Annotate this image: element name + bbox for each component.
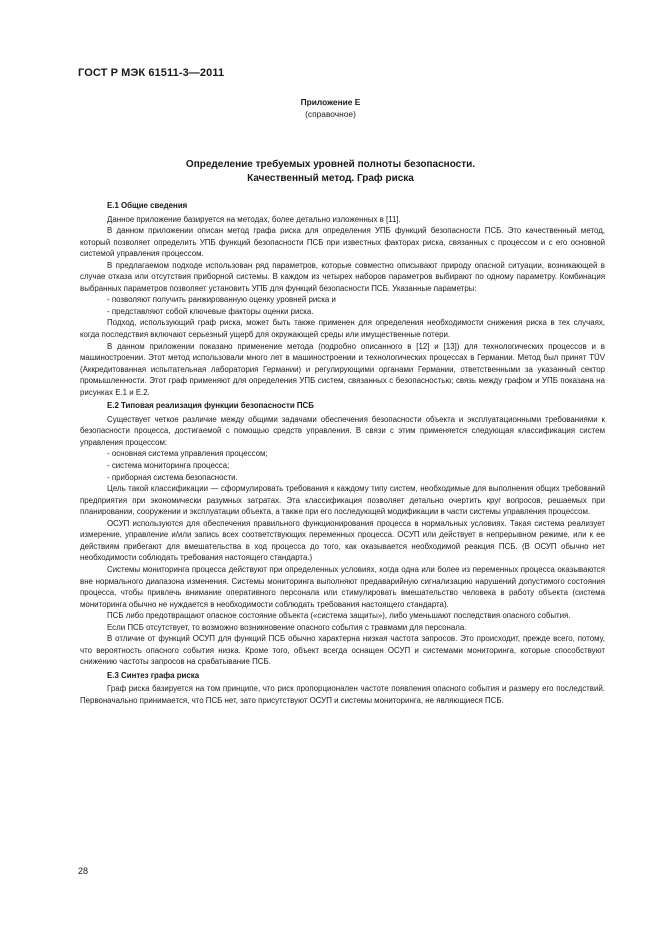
section-heading-e2: Е.2 Типовая реализация функции безопасности ПСБ bbox=[107, 401, 314, 411]
standard-header: ГОСТ Р МЭК 61511-3—2011 bbox=[78, 67, 225, 79]
list-item: - представляют собой ключевые факторы оценки риска. bbox=[107, 306, 314, 316]
paragraph: ПСБ либо предотвращают опасное состояние объекта («система защиты»), либо уменьшают последствия опасного события. bbox=[107, 611, 571, 621]
annex-label-block bbox=[0, 96, 661, 120]
paragraph: В предлагаемом подходе использован ряд параметров, которые совместно описывают природу опасной ситуации, возникающей в случае отказа или отсутствия приборной системы. В каждом из четырех наборов параметров выбирают по одному параметру. Комбинация выбранных параметров позволяет установить УПБ для функций безопасности ПСБ. Указанные параметры: bbox=[80, 260, 605, 293]
paragraph: Данное приложение базируется на методах, более детально изложенных в [11]. bbox=[107, 214, 401, 224]
paragraph: Граф риска базируется на том принципе, что риск пропорционален частоте появления опасного события и размеру его последствий. Первоначально принимается, что ПСБ нет, зато присутствуют ОСУП и системы мониторинга, не являющиеся ПСБ. bbox=[80, 684, 605, 705]
document-body bbox=[80, 198, 605, 707]
section-heading-e3: Е.3 Синтез графа риска bbox=[107, 670, 200, 680]
paragraph: ОСУП используются для обеспечения правильного функционирования процесса в нормальных условиях. Такая система реализует измерение, управление и/или запись всех соответствующих переменных процесса. ОСУП или действует в непрерывном режиме, или к ее действиям прибегают для вмешательства в ход процесса до того, как оказывается необходимой реакция ПСБ. (В ОСУП обычно нет необходимости соблюдать требования настоящего стандарта.) bbox=[80, 518, 605, 563]
paragraph: Если ПСБ отсутствует, то возможно возникновение опасного события с травмами для персонала. bbox=[107, 622, 467, 632]
paragraph: В данном приложении показано применение метода (подробно описанного в [12] и [13]) для технологических процессов и в машиностроении. Этот метод использовали много лет в машиностроении и технологических процессах в Германии. Метод был принят TÜV (Аккредитованная испытательная лаборатория Германии) и регулирующими органами Германии, ответственными за указанный сектор промышленности. Этот граф применяют для определения УПБ систем, связанных с безопасностью; связь между графом и УПБ показана на рисунках Е.1 и Е.2. bbox=[80, 341, 605, 397]
list-item: - позволяют получить ранжированную оценку уровней риска и bbox=[107, 295, 336, 305]
list-item: - система мониторинга процесса; bbox=[107, 461, 230, 471]
list-item: - основная система управления процессом; bbox=[107, 449, 268, 459]
paragraph: Системы мониторинга процесса действуют при определенных условиях, когда одна или более из переменных процесса оказываются вне нормального диапазона изменения. Системы мониторинга выполняют предаварийную сигнализацию нарушений допустимого состояния процесса, чтобы привлечь внимание оперативного персонала или стимулировать вмешательство человека в работу объекта (система мониторинга обычно не нуждается в необходимости соблюдать требования настоящего стандарта). bbox=[80, 564, 605, 609]
paragraph: Цель такой классификации — сформулировать требования к каждому типу систем, необходимые для выполнения общих требований предприятия при экономически разумных затратах. Эта классификация позволяет детально очертить круг вопросов, решаемых при планировании, сооружении и эксплуатации объекта, а также при его последующей модификации в части системы управления процессом. bbox=[80, 484, 605, 517]
annex-type: (справочное) bbox=[305, 109, 356, 119]
annex-title bbox=[0, 158, 661, 186]
paragraph: В отличие от функций ОСУП для функций ПСБ обычно характерна низкая частота запросов. Это происходит, прежде всего, потому, что вероятность опасного события низка. Кроме того, объект всегда оснащен ОСУП и системами мониторинга, которые способствуют снижению частоты запросов на срабатывание ПСБ. bbox=[80, 634, 605, 667]
section-heading-e1: Е.1 Общие сведения bbox=[107, 201, 188, 210]
annex-title-line2: Качественный метод. Граф риска bbox=[247, 173, 414, 184]
paragraph: Подход, использующий граф риска, может быть также применен для определения необходимости снижения риска в тех случаях, когда последствия включают серьезный ущерб для окружающей среды или имущественные потери. bbox=[80, 318, 605, 340]
page-number: 28 bbox=[78, 866, 89, 876]
paragraph: Существует четкое различие между общими задачами обеспечения безопасности объекта и эксплуатационными требованиями к безопасности процесса, достигаемой с помощью средств управления. В связи с этим применяется следующая классификация систем управления процессом: bbox=[80, 414, 605, 447]
annex-title-line1: Определение требуемых уровней полноты безопасности. bbox=[185, 159, 476, 170]
annex-label: Приложение Е bbox=[300, 97, 361, 107]
list-item: - приборная система безопасности. bbox=[107, 472, 238, 482]
paragraph: В данном приложении описан метод графа риска для определения УПБ функций безопасности ПСБ. Это качественный метод, который позволяет определить УПБ функций безопасности ПСБ при известных факторах риска, связанных с процессом и с его основной системой управления процессом. bbox=[80, 226, 605, 259]
